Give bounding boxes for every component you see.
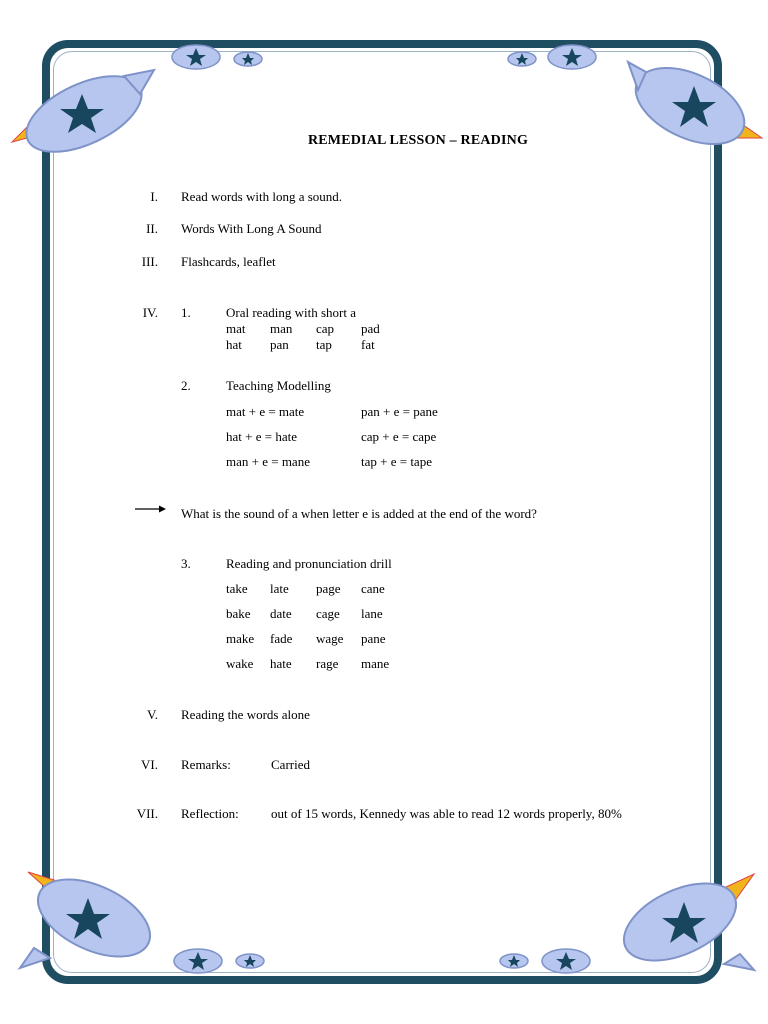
word-cell: late: [270, 581, 289, 596]
modelling-equation: cap + e = cape: [361, 429, 437, 444]
word-cell: pane: [361, 631, 386, 646]
word-cell: hate: [270, 656, 292, 671]
reflection-value: out of 15 words, Kennedy was able to read 12 words properly, 80%: [271, 806, 622, 821]
word-cell: wage: [316, 631, 344, 646]
item-number: 2.: [181, 378, 191, 393]
word-cell: make: [226, 631, 255, 646]
word-cell: pan: [270, 337, 289, 352]
section-text: Reading the words alone: [181, 707, 310, 722]
small-rocket-bottom-icon: [170, 944, 270, 978]
modelling-equation: pan + e = pane: [361, 404, 438, 419]
word-cell: cap: [316, 321, 335, 336]
word-cell: mane: [361, 656, 390, 671]
section-text: Flashcards, leaflet: [181, 254, 276, 269]
word-cell: fade: [270, 631, 293, 646]
word-cell: page: [316, 581, 341, 596]
section-numeral: I.: [150, 189, 158, 204]
remarks-value: Carried: [271, 757, 310, 772]
section-numeral: V.: [147, 707, 158, 722]
word-cell: date: [270, 606, 292, 621]
word-cell: fat: [361, 337, 375, 352]
section-numeral: VI.: [141, 757, 158, 772]
item-heading: Oral reading with short a: [226, 305, 356, 320]
small-rocket-bottom-right-icon: [494, 944, 594, 978]
section-numeral: II.: [146, 221, 158, 236]
remarks-label: Remarks:: [181, 757, 231, 772]
rocket-bottom-left-icon: [14, 858, 164, 978]
question-text: What is the sound of a when letter e is added at the end of the word?: [181, 506, 537, 521]
word-cell: rage: [316, 656, 339, 671]
section-numeral: III.: [141, 254, 158, 269]
arrow-right-icon: [135, 504, 167, 514]
word-cell: cane: [361, 581, 385, 596]
rocket-bottom-right-icon: [604, 858, 764, 978]
item-heading: Reading and pronunciation drill: [226, 556, 392, 571]
small-rocket-top-icon: [168, 40, 268, 74]
small-rocket-top-right-icon: [500, 40, 600, 74]
section-text: Read words with long a sound.: [181, 189, 343, 204]
word-cell: pad: [361, 321, 380, 336]
modelling-equation: mat + e = mate: [226, 404, 305, 419]
section-numeral: VII.: [136, 806, 158, 821]
page-title: REMEDIAL LESSON – READING: [307, 133, 529, 148]
section-numeral: IV.: [142, 305, 158, 320]
word-cell: cage: [316, 606, 340, 621]
modelling-equation: man + e = mane: [226, 454, 310, 469]
word-cell: man: [270, 321, 293, 336]
modelling-equation: hat + e = hate: [226, 429, 297, 444]
item-number: 3.: [181, 556, 191, 571]
word-cell: take: [226, 581, 248, 596]
word-cell: hat: [226, 337, 242, 352]
word-cell: lane: [361, 606, 383, 621]
section-text: Words With Long A Sound: [181, 221, 322, 236]
item-number: 1.: [181, 305, 191, 320]
word-cell: mat: [226, 321, 246, 336]
item-heading: Teaching Modelling: [226, 378, 331, 393]
reflection-label: Reflection:: [181, 806, 239, 821]
word-cell: tap: [316, 337, 332, 352]
modelling-equation: tap + e = tape: [361, 454, 432, 469]
word-cell: bake: [226, 606, 251, 621]
word-cell: wake: [226, 656, 254, 671]
